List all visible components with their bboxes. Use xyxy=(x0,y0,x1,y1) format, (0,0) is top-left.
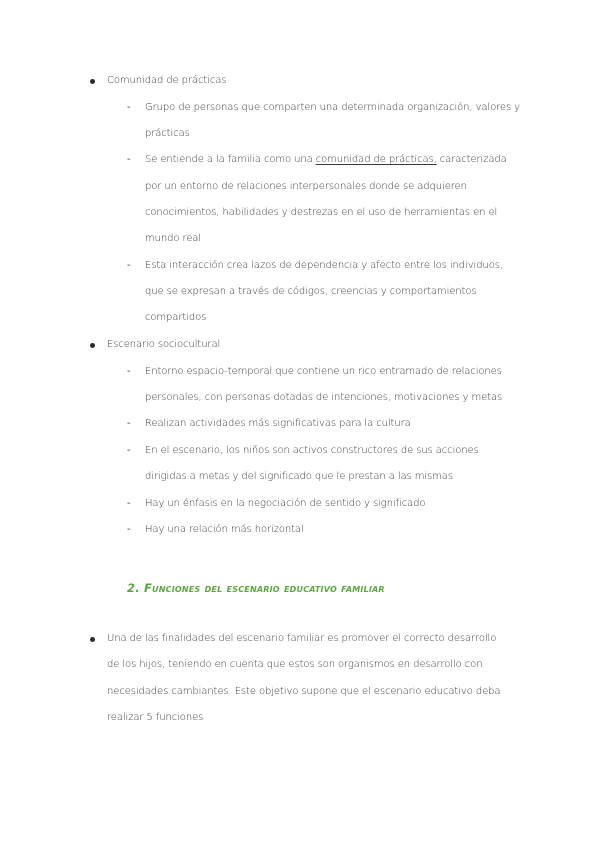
text-line: En el escenario, los niños son activos constructores de sus acciones xyxy=(145,445,479,456)
dash-marker: - xyxy=(127,418,131,429)
paragraph-line: realizar 5 funciones xyxy=(107,712,204,723)
dash-marker: - xyxy=(127,260,131,271)
text-line: Esta interacción crea lazos de dependencia y afecto entre los individuos, xyxy=(145,260,503,271)
text-line: mundo real xyxy=(145,233,202,244)
bullet-dot xyxy=(90,637,95,642)
text-line: conocimientos, habilidades y destrezas en el uso de herramientas en el xyxy=(145,207,498,218)
bullet-dot xyxy=(90,79,95,84)
paragraph-line: de los hijos, teniendo en cuenta que estos son organismos en desarrollo con xyxy=(107,659,483,670)
underlined-term: comunidad de prácticas, xyxy=(315,154,437,165)
text-line: personales, con personas dotadas de intenciones, motivaciones y metas xyxy=(145,392,503,403)
paragraph-line: Una de las finalidades del escenario familiar es promover el correcto desarrollo xyxy=(107,633,497,644)
bullet-title-comunidad: Comunidad de prácticas xyxy=(107,75,227,86)
text-line: que se expresan a través de códigos, creencias y comportamientos xyxy=(145,286,477,297)
text-line: Realizan actividades más significativas para la cultura xyxy=(145,418,411,429)
dash-marker: - xyxy=(127,524,131,535)
section-heading: 2. Funciones del escenario educativo familiar xyxy=(127,581,385,595)
dash-marker: - xyxy=(127,498,131,509)
dash-marker: - xyxy=(127,154,131,165)
text-line: Grupo de personas que comparten una determinada organización, valores y xyxy=(145,102,520,113)
text-segment: caracterizada xyxy=(436,154,507,165)
text-segment: Se entiende a la familia como una xyxy=(145,154,316,165)
text-line: Hay una relación más horizontal xyxy=(145,524,304,535)
bullet-dot xyxy=(90,343,95,348)
text-line: compartidos xyxy=(145,312,207,323)
bullet-title-escenario: Escenario sociocultural xyxy=(107,339,221,350)
dash-marker: - xyxy=(127,445,131,456)
paragraph-line: necesidades cambiantes. Este objetivo supone que el escenario educativo deba xyxy=(107,686,501,697)
text-line: Hay un énfasis en la negociación de sentido y significado xyxy=(145,498,426,509)
dash-marker: - xyxy=(127,102,131,113)
text-line: dirigidas a metas y del significado que le prestan a las mismas xyxy=(145,471,453,482)
text-line: Entorno espacio-temporal que contiene un rico entramado de relaciones xyxy=(145,366,502,377)
text-line-mixed xyxy=(145,153,507,167)
dash-marker: - xyxy=(127,366,131,377)
text-line: por un entorno de relaciones interpersonales donde se adquieren xyxy=(145,181,467,192)
text-line: prácticas xyxy=(145,128,190,139)
